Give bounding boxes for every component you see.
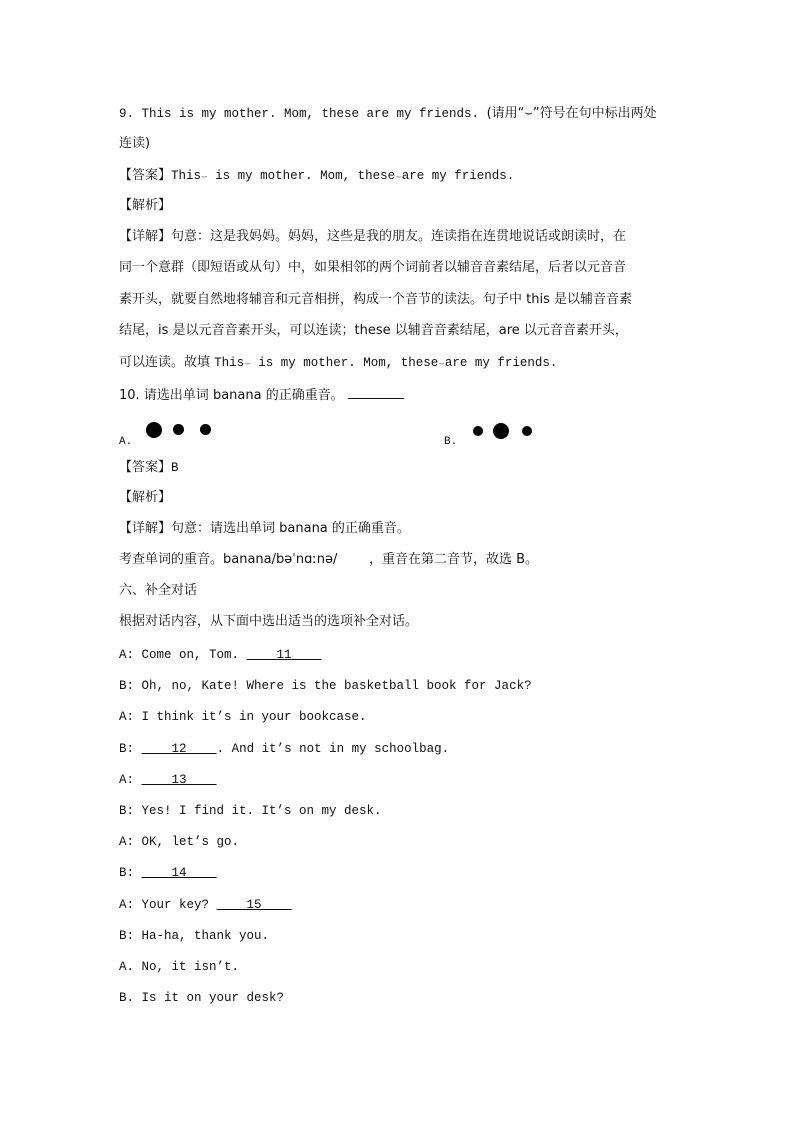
option-b-label: B. — [444, 436, 458, 448]
blank-number: 15 — [246, 897, 262, 912]
answer-text: are my friends. — [444, 356, 558, 370]
detail-text: 考查单词的重音。banana/bəˈnɑːnə/ — [119, 552, 338, 567]
answer-blank — [348, 385, 404, 399]
analysis-label: 【解析】 — [119, 198, 172, 213]
detail-label: 【详解】 — [119, 229, 172, 244]
detail-label: 【详解】 — [119, 521, 172, 536]
dialogue-line — [119, 833, 239, 851]
dialogue-line — [119, 896, 292, 914]
section-title: 六、补全对话 — [119, 583, 198, 598]
option-item: A. No, it isn’t. — [119, 960, 240, 974]
answer-label: 【答案】 — [119, 168, 172, 183]
answer-text: This — [214, 356, 245, 370]
dialogue-line — [119, 864, 217, 882]
option-a-label: A. — [119, 436, 133, 448]
dialogue-text: A: Come on, Tom. — [119, 648, 247, 662]
dialogue-line — [119, 927, 269, 945]
blank-number: 12 — [171, 741, 187, 756]
dialogue-blank — [247, 646, 322, 664]
dialogue-blank — [142, 771, 217, 789]
dialogue-line — [119, 708, 367, 726]
dialogue-text: B: — [119, 866, 142, 881]
q9-final — [119, 353, 557, 373]
dialogue-text: . And it’s not in my schoolbag. — [216, 741, 450, 756]
answer-label: 【答案】 — [119, 460, 172, 475]
stress-dot-small-icon — [173, 424, 184, 435]
dialogue-line — [119, 677, 532, 695]
answer-text: are my friends. — [401, 169, 515, 183]
q10-detail — [119, 520, 410, 538]
answer-text: This — [171, 169, 202, 183]
stress-dot-large-icon — [493, 423, 509, 439]
q9-detail — [119, 228, 626, 246]
dialogue-text: B: Yes! I find it. It’s on my desk. — [119, 804, 382, 818]
detail-text: 句意：这是我妈妈。妈妈，这些是我的朋友。连读指在连贯地说话或朗读时，在 — [171, 229, 627, 244]
dialogue-line — [119, 771, 217, 789]
q10-answer — [119, 458, 179, 477]
q10-explain — [119, 551, 538, 569]
dialogue-text: B: — [119, 741, 142, 756]
q9-question-cn: (请用“⌣”符号在句中标出两处 — [486, 106, 657, 121]
linking-mark-icon: ⌣ — [244, 358, 251, 369]
dialogue-line — [119, 802, 382, 820]
dialogue-blank — [142, 740, 217, 758]
stress-dot-small-icon — [473, 426, 483, 436]
q9-question-cont: 连读) — [119, 136, 151, 151]
detail-text: 同一个意群（即短语或从句）中，如果相邻的两个词前者以辅音音素结尾，后者以元音音 — [119, 260, 627, 275]
dialogue-blank — [142, 864, 217, 882]
blank-number: 13 — [171, 772, 187, 787]
answer-text: B — [171, 461, 179, 475]
q9-answer — [119, 166, 514, 186]
dialogue-line — [119, 740, 449, 758]
q9-question-en: 9. This is my mother. Mom, these are my friends. — [119, 107, 487, 121]
section-instruction: 根据对话内容，从下面中选出适当的选项补全对话。 — [119, 614, 419, 629]
question-text: 10. 请选出单词 banana 的正确重音。 — [119, 388, 344, 403]
dialogue-text: A: — [119, 772, 142, 787]
answer-text: is my mother. Mom, these — [250, 356, 439, 370]
detail-text: 可以连读。故填 — [119, 355, 215, 370]
blank-number: 11 — [276, 648, 292, 662]
detail-text: 结尾，is 是以元音音素开头，可以连读；these 以辅音音素结尾，are 以元音音素开头， — [119, 323, 628, 338]
linking-mark-icon: ⌣ — [395, 171, 402, 182]
q10-question — [119, 385, 404, 405]
dialogue-text: A: I think it’s in your bookcase. — [119, 710, 367, 725]
dialogue-text: B: Oh, no, Kate! Where is the basketball book for Jack? — [119, 679, 532, 694]
detail-text: 句意：请选出单词 banana 的正确重音。 — [171, 521, 410, 536]
detail-text: 素开头，就要自然地将辅音和元音相拼，构成一个音节的读法。句子中 this 是以辅音音素 — [119, 292, 632, 307]
dialogue-text: A: Your key? — [119, 897, 217, 912]
linking-mark-icon: ⌣ — [201, 171, 208, 182]
dialogue-line — [119, 646, 322, 664]
analysis-label: 【解析】 — [119, 490, 172, 505]
q9-question — [119, 104, 657, 123]
option-item: B. Is it on your desk? — [119, 991, 285, 1006]
dialogue-text: A: OK, let’s go. — [119, 835, 240, 850]
blank-number: 14 — [171, 866, 187, 881]
dialogue-text: B: Ha-ha, thank you. — [119, 928, 270, 943]
detail-text: ，重音在第二音节，故选 B。 — [369, 552, 539, 567]
stress-dot-small-icon — [522, 426, 532, 436]
stress-dot-large-icon — [146, 422, 162, 438]
stress-dot-small-icon — [200, 424, 211, 435]
linking-mark-icon: ⌣ — [438, 358, 445, 369]
answer-text: is my mother. Mom, these — [207, 169, 396, 183]
dialogue-blank — [217, 896, 292, 914]
